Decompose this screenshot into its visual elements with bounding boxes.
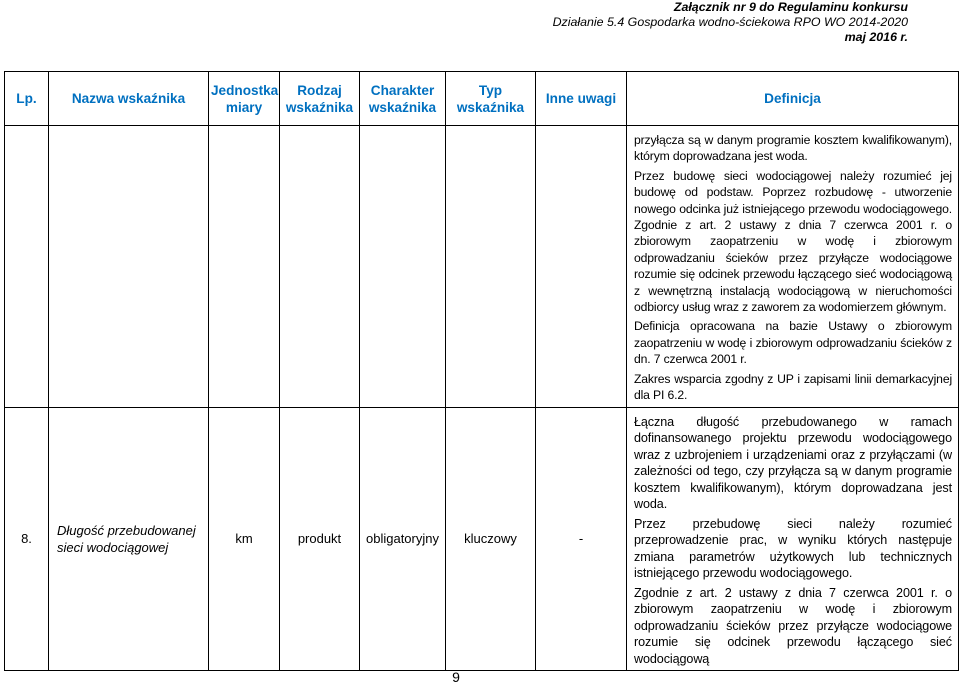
indicator-table bbox=[4, 71, 959, 671]
table-row bbox=[5, 126, 959, 408]
table-row bbox=[5, 407, 959, 671]
cell-unit-empty bbox=[209, 126, 280, 408]
definition-paragraph: przyłącza są w danym programie kosztem kwalifikowanym), którym doprowadzana jest woda. bbox=[634, 133, 952, 164]
cell-lp: 8. bbox=[5, 407, 49, 671]
column-header-type: Typ wskaźnika bbox=[446, 72, 536, 126]
column-header-unit: Jednostka miary bbox=[209, 72, 280, 126]
cell-type: kluczowy bbox=[446, 407, 536, 671]
definition-paragraph: Definicja opracowana na bazie Ustawy o zbiorowym zaopatrzeniu w wodę i zbiorowym odprowadzaniu ścieków z dn. 7 czerwca 2001 r. bbox=[634, 319, 952, 367]
column-header-name: Nazwa wskaźnika bbox=[49, 72, 209, 126]
definition-paragraph: Przez budowę sieci wodociągowej należy rozumieć jej budowę od podstaw. Poprzez rozbudowę - utworzenie nowego odcinka już istniejącego przewodu wodociągowego. Zgodnie z art. 2 ustawy z dnia 7 czerwca 2001 r. o zbiorowym zaopatrzeniu w wodę i zbiorowym odprowadzaniu ścieków przez przyłącze wodociągowe rozumie się odcinek przewodu łączącego sieć wodociągową z wewnętrzną instalacją wodociągową w nieruchomości odbiorcy usług wraz z zaworem za wodomierzem głównym. bbox=[634, 168, 952, 315]
cell-unit: km bbox=[209, 407, 280, 671]
column-header-kind: Rodzaj wskaźnika bbox=[280, 72, 360, 126]
column-header-definition: Definicja bbox=[627, 72, 959, 126]
cell-character: obligatoryjny bbox=[360, 407, 446, 671]
table-header-row bbox=[5, 72, 959, 126]
definition-paragraph: Łączna długość przebudowanego w ramach dofinansowanego projektu przewodu wodociągowego wraz z uzbrojeniem i urządzeniami oraz z przyłączami (w zależności od tego, czy przyłącza są w danym programie kosztem kwalifikowanym), którym doprowadzana jest woda. bbox=[634, 414, 952, 511]
definition-paragraph: Zakres wsparcia zgodny z UP i zapisami linii demarkacyjnej dla PI 6.2. bbox=[634, 371, 952, 403]
cell-definition-continued bbox=[627, 126, 959, 408]
measure-title: Działanie 5.4 Gospodarka wodno-ściekowa RPO WO 2014-2020 bbox=[552, 15, 908, 29]
cell-lp-empty bbox=[5, 126, 49, 408]
cell-kind: produkt bbox=[280, 407, 360, 671]
document-date: maj 2016 r. bbox=[844, 30, 908, 44]
attachment-title: Załącznik nr 9 do Regulaminu konkursu bbox=[673, 0, 908, 14]
cell-indicator-name: Długość przebudowanej sieci wodociągowej bbox=[49, 407, 209, 671]
definition-paragraph: Zgodnie z art. 2 ustawy z dnia 7 czerwca 2001 r. o zbiorowym zaopatrzeniu w wodę i zbiorowym odprowadzaniu ścieków przez przyłącze wodociągowe rozumie się odcinek przewodu łączącego sieć wodociągową bbox=[634, 585, 952, 666]
cell-type-empty bbox=[446, 126, 536, 408]
column-header-character: Charakter wskaźnika bbox=[360, 72, 446, 126]
cell-notes: - bbox=[536, 407, 627, 671]
cell-name-empty bbox=[49, 126, 209, 408]
cell-character-empty bbox=[360, 126, 446, 408]
cell-definition bbox=[627, 407, 959, 671]
cell-notes-empty bbox=[536, 126, 627, 408]
page-number: 9 bbox=[452, 669, 460, 685]
cell-kind-empty bbox=[280, 126, 360, 408]
definition-paragraph: Przez przebudowę sieci należy rozumieć przeprowadzenie prac, w wyniku których następuje zmiana parametrów użytkowych lub technicznych istniejącego przewodu wodociągowego. bbox=[634, 516, 952, 580]
column-header-lp: Lp. bbox=[5, 72, 49, 126]
column-header-notes: Inne uwagi bbox=[536, 72, 627, 126]
document-header-note bbox=[553, 0, 908, 45]
